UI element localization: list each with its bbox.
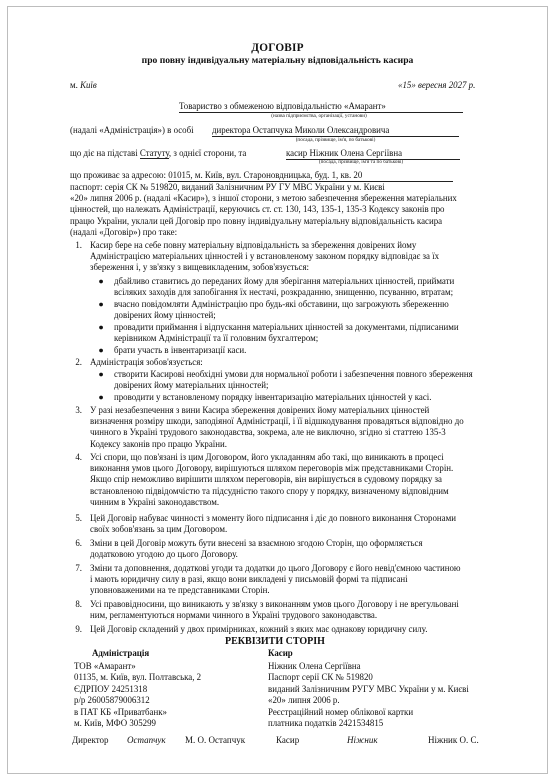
bullet-item [114, 369, 490, 391]
clause-line: чинного в Україні трудового законодавства, зокрема, але не виключно, згідно зі статтею 135-3 [90, 427, 446, 438]
city-name: Київ [80, 80, 97, 90]
bullet-line: проводити у встановленому порядку інвентаризацію матеріальних цінностей у касі. [114, 392, 432, 402]
requisite-line: Реєстраційний номер облікової картки [268, 706, 414, 717]
clause-line: збереження і, у зв'язку з вищевикладеним, зобов'язується: [90, 262, 310, 273]
clause-number: 4. [75, 452, 82, 462]
requisite-line: м. Київ, МФО 305299 [74, 718, 156, 729]
clause-line: уповноваженими на те представниками Сторін. [90, 585, 270, 596]
clause-5-text [90, 513, 490, 535]
director-name: директора Остапчука Миколи Олександровича [212, 125, 459, 137]
clause-line: і мають юридичну силу в разі, якщо вони викладені у письмовій формі та підписані [90, 574, 408, 585]
clause-number: 8. [75, 599, 82, 609]
preamble-line: працю України, уклали цей Договір про повну індивідуальну матеріальну відповідальність касира [70, 215, 443, 226]
bullet-item [114, 345, 490, 356]
bullet-item [114, 299, 490, 321]
bullet-line: всіляких заходів для запобігання їх нестачі, розкраданню, знищенню, псуванню, втратам; [114, 287, 454, 298]
bullet-icon: ● [98, 322, 104, 332]
clause-line: своїх зобов'язань за цим Договором. [90, 524, 228, 535]
clause-number: 2. [75, 357, 82, 367]
clause-line: Зміни в цей Договір можуть бути внесені за взаємною згодою Сторін, що оформляється [90, 538, 423, 548]
clause-line: встановленою підвідомчістю та підсудністю такого спору у порядку, визначеному відповідним [90, 485, 449, 496]
clause-line: У разі незабезпечення з вини Касира збереження довірених йому матеріальних цінностей [90, 405, 430, 415]
bullet-icon: ● [98, 345, 104, 355]
clause-line: ним, регламентуються нормами чинного в Україні трудового законодавства. [90, 610, 378, 621]
city-label: м. [70, 80, 78, 90]
city-line [70, 80, 97, 91]
bullet-line: провадити приймання і відпускання матеріальних цінностей за документами, підписаними [114, 322, 459, 332]
clause-number: 9. [75, 624, 82, 634]
clause-line: визначення розміру шкоди, заподіяної Адміністрації, і її відшкодування провадяться відповідно до [90, 416, 464, 427]
director-hint: (посада, прізвище, ім'я, по батькові) [295, 137, 376, 143]
signature-left-handwritten: Остапчук [127, 735, 166, 745]
clause-line: Якщо спір неможливо вирішити шляхом переговорів, він вирішується в судовому порядку за [90, 474, 442, 485]
bullet-line: дбайливо ставитись до переданих йому для зберігання матеріальних цінностей, приймати [114, 276, 455, 286]
signature-right-role: Касир [276, 735, 300, 745]
clause-line: чинним в Україні законодавством. [90, 496, 220, 507]
clause-line: Касир бере на себе повну матеріальну відповідальність за збереження довірених йому [90, 240, 417, 250]
cashier-hint: (посада, прізвище, ім'я та по батькові) [318, 159, 404, 165]
bullet-line: створити Касирові необхідні умови для нормальної роботи і забезпечення повного збереження [114, 369, 473, 379]
preamble-line: «20» липня 2006 р. (надалі «Касир»), з іншої сторони, з метою забезпечення збереження матеріальних [70, 193, 457, 204]
clause-number: 7. [75, 563, 82, 573]
clause-number: 3. [75, 405, 82, 415]
clause-9-text [90, 624, 490, 635]
signature-left-role: Директор [72, 735, 109, 745]
basis-prefix: що діє на підставі [70, 148, 138, 158]
signature-right-handwritten: Ніжник [347, 735, 378, 745]
requisite-line: р/р 26005879006312 [74, 695, 150, 706]
requisite-line: ТОВ «Амарант» [74, 661, 136, 671]
bullet-icon: ● [98, 276, 104, 286]
address-line [70, 170, 453, 182]
clause-line: Адміністрація зобов'язується: [90, 357, 203, 367]
signature-right-name: Ніжник О. С. [428, 735, 479, 745]
bullet-line: керівником Адміністрації та її головним бухгалтером; [114, 333, 319, 344]
clause-7-text [90, 563, 490, 597]
clause-number: 5. [75, 513, 82, 523]
requisite-line: 01135, м. Київ, вул. Полтавська, 2 [74, 672, 202, 683]
cashier-name: касир Ніжник Олена Сергіївна [286, 148, 460, 160]
basis-document: Статуту [139, 148, 169, 158]
requisites-left-block [74, 661, 201, 729]
requisite-line: ЄДРПОУ 24251318 [74, 683, 148, 694]
director-line [212, 125, 459, 137]
clause-line: Усі правовідносини, що виникають у зв'язку з виконанням умов цього Договору і не врегульовані [90, 599, 459, 609]
company-name-line [175, 101, 467, 113]
requisite-line: «20» липня 2006 р. [268, 695, 340, 706]
company-name: Товариство з обмеженою відповідальністю «Амарант» [179, 101, 463, 113]
address-value: 01015, м. Київ, вул. Староновдницька, буд. 1, кв. 20 [168, 170, 453, 182]
requisite-line: в ПАТ КБ «Приватбанк» [74, 706, 167, 717]
requisite-line: Ніжник Олена Сергіївна [268, 661, 361, 671]
admin-prefix: (надалі «Адміністрація») в особі [70, 125, 194, 135]
bullet-item [114, 392, 490, 403]
requisites-left-title: Адміністрація [92, 648, 150, 658]
clause-number: 1. [75, 240, 82, 250]
requisites-heading: РЕКВІЗИТИ СТОРІН [225, 636, 325, 647]
clause-line: Цей Договір набуває чинності з моменту його підписання і діє до повного виконання Сторонами [90, 513, 456, 523]
bullet-icon: ● [98, 392, 104, 402]
preamble-line: (надалі «Договір») про таке: [70, 226, 178, 237]
bullet-line: довірених йому матеріальних цінностей; [114, 380, 269, 391]
bullet-icon: ● [98, 299, 104, 309]
contract-date: «15» вересня 2027 р. [398, 80, 476, 90]
requisite-line: Паспорт серії СК № 519820 [268, 672, 373, 683]
bullet-item [114, 276, 490, 298]
bullet-item [114, 322, 490, 344]
clause-line: додатковою угодою до цього Договору. [90, 549, 238, 560]
clause-2-text [90, 357, 490, 368]
address-prefix: що проживає за адресою: [70, 170, 167, 180]
clause-line: Адміністрацією матеріальних цінностей і у встановленому законом порядку відповідає за їх [90, 251, 440, 262]
preamble-line: цінностей, що належать Адміністрації, керуючись ст. ст. 130, 143, 135-1, 135-3 Кодексу законів про [70, 204, 445, 215]
requisite-line: виданий Залізничним РУГУ МВС України у м. Києві [268, 683, 469, 694]
basis-line [70, 148, 246, 159]
document-subtitle: про повну індивідуальну матеріальну відповідальність касира [141, 55, 414, 66]
clause-6-text [90, 538, 490, 560]
clause-line: Усі спори, що пов'язані із цим Договором, його укладанням або такі, що виникають в процесі [90, 452, 444, 462]
requisites-right-block [268, 661, 469, 729]
preamble-paragraph [70, 182, 490, 238]
clause-line: Зміни та доповнення, додаткові угоди та додатки до цього Договору є його невід'ємною частиною [90, 563, 461, 573]
signature-left-name: М. О. Остапчук [185, 735, 246, 745]
preamble-line: паспорт: серія СК № 519820, виданий Залізничним РУ ГУ МВС України у м. Києві [70, 182, 385, 192]
company-hint: (назва підприємства, організації, установи) [271, 113, 367, 119]
clause-1-text [90, 240, 490, 274]
basis-middle: , з однієї сторони, та [168, 148, 247, 158]
bullet-icon: ● [98, 369, 104, 379]
clause-3-text [90, 405, 490, 450]
requisite-line: платника податків 2421534815 [268, 718, 384, 729]
clause-line: виконання умов цього Договору, вирішуються шляхом переговорів між представниками Сторін. [90, 463, 454, 474]
clause-4-text [90, 452, 490, 508]
clause-line: Кодексу законів про працю України. [90, 438, 227, 449]
bullet-line: вчасно повідомляти Адміністрацію про будь-які обставини, що загрожують збереженню [114, 299, 449, 309]
clause-8-text [90, 599, 490, 621]
bullet-line: довірених йому цінностей; [114, 310, 216, 321]
bullet-line: брати участь в інвентаризації каси. [114, 345, 247, 355]
clause-number: 6. [75, 538, 82, 548]
requisites-right-title: Касир [268, 648, 293, 658]
document-title: ДОГОВІР [251, 42, 304, 54]
clause-line: Цей Договір складений у двох примірниках, кожний з яких має однакову юридичну силу. [90, 624, 428, 634]
